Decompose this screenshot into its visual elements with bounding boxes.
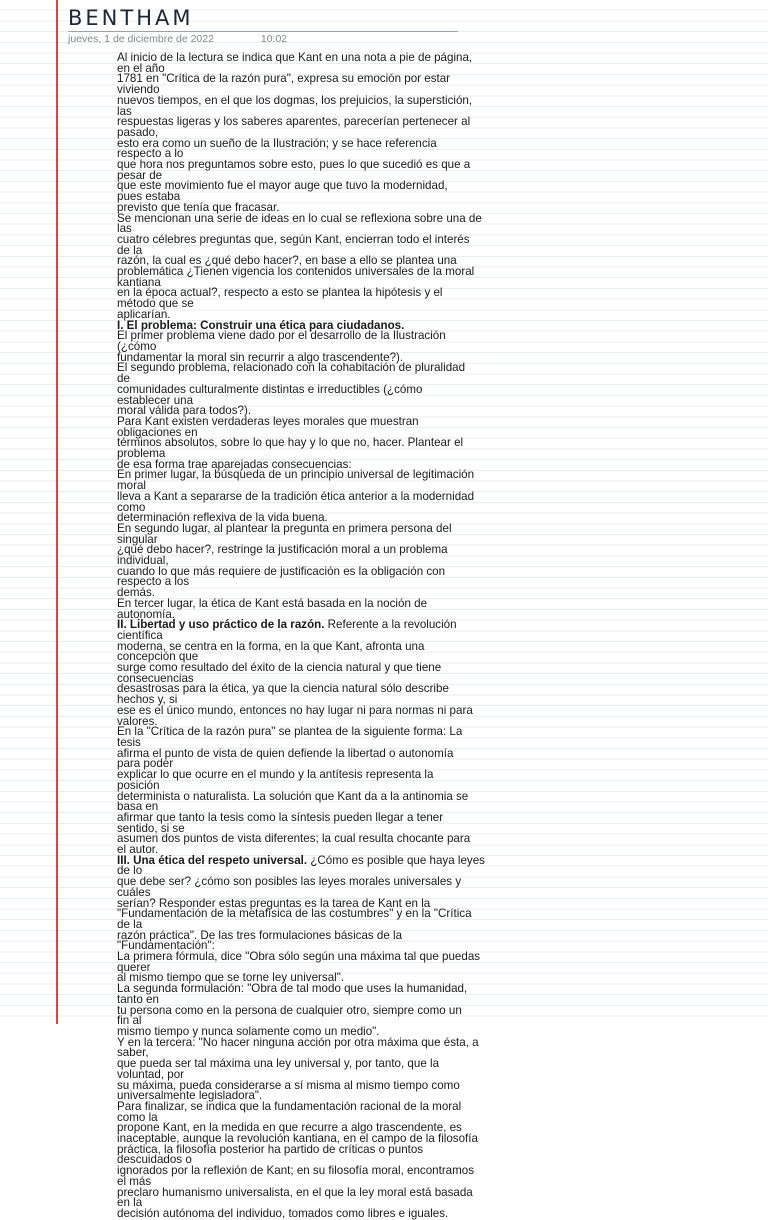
line-text: demás. bbox=[117, 586, 156, 600]
line-text: de lo bbox=[117, 864, 143, 878]
body-line bbox=[117, 703, 707, 717]
line-text: lleva a Kant a separarse de la tradición ética anterior a la modernidad bbox=[117, 489, 475, 503]
line-text: El segundo problema, relacionado con la cohabitación de pluralidad bbox=[117, 361, 466, 375]
line-text: cuando lo que más requiere de justificación es la obligación con bbox=[117, 564, 446, 578]
line-text: fin al bbox=[117, 1014, 142, 1028]
body-line bbox=[117, 382, 707, 396]
body-line bbox=[117, 232, 707, 246]
section-heading: III. Una ética del respeto universal. bbox=[117, 853, 308, 867]
line-text: de esa forma trae aparejadas consecuencias: bbox=[117, 457, 352, 471]
body-line bbox=[117, 909, 707, 920]
line-text: individual, bbox=[117, 554, 169, 568]
body-line bbox=[117, 74, 707, 85]
body-line bbox=[117, 521, 707, 535]
body-line bbox=[117, 211, 707, 225]
line-text: cuatro célebres preguntas que, según Kant, encierran todo el interés bbox=[117, 232, 470, 246]
body-line bbox=[117, 181, 707, 192]
line-text: Al inicio de la lectura se indica que Kant en una nota a pie de página, bbox=[117, 51, 473, 64]
line-text: preclaro humanismo universalista, en el que la ley moral está basada bbox=[117, 1185, 473, 1199]
body-line bbox=[117, 288, 707, 299]
line-text: el autor. bbox=[117, 843, 159, 857]
line-text: problemática ¿Tienen vigencia los contenidos universales de la moral bbox=[117, 265, 475, 279]
page-title[interactable]: BENTHAM bbox=[68, 6, 194, 30]
line-text: voluntad, por bbox=[117, 1067, 185, 1081]
section-heading: I. El problema: Construir una ética para ciudadanos. bbox=[117, 318, 405, 332]
line-text: obligaciones en bbox=[117, 425, 198, 439]
body-line bbox=[117, 789, 707, 803]
body-line bbox=[117, 363, 707, 374]
line-text: nuevos tiempos, en el que los dogmas, los prejuicios, la superstición, bbox=[117, 93, 473, 107]
line-text: determinista o naturalista. La solución que Kant da a la antinomia se bbox=[117, 789, 469, 803]
line-text: en el año bbox=[117, 61, 165, 75]
line-text: autonomía. bbox=[117, 607, 176, 621]
note-date: jueves, 1 de diciembre de 2022 bbox=[68, 33, 214, 45]
line-text: El primer problema viene dado por el desarrollo de la Ilustración bbox=[117, 329, 446, 343]
line-text: (¿cómo bbox=[117, 339, 157, 353]
body-line bbox=[117, 438, 707, 449]
line-text: inaceptable, aunque la revolución kantiana, en el campo de la filosofía bbox=[117, 1132, 478, 1146]
line-text: términos absolutos, sobre lo que hay y lo que no, hacer. Plantear el bbox=[117, 436, 464, 450]
line-text: en la época actual?, respecto a esto se plantea la hipótesis y el bbox=[117, 286, 443, 300]
body-line bbox=[117, 564, 707, 578]
body-line bbox=[117, 834, 707, 845]
line-text: en la bbox=[117, 1196, 143, 1210]
body-line bbox=[117, 727, 707, 738]
body-line bbox=[117, 53, 707, 64]
line-text: moral válida para todos?). bbox=[117, 404, 252, 418]
line-text: explicar lo que ocurre en el mundo y la antítesis representa la bbox=[117, 768, 434, 782]
line-text: tesis bbox=[117, 736, 141, 749]
line-text: de la bbox=[117, 917, 143, 931]
margin-line bbox=[56, 0, 58, 1024]
line-text: En tercer lugar, la ética de Kant está basada en la noción de bbox=[117, 596, 428, 610]
line-text: viviendo bbox=[117, 83, 160, 97]
body-line bbox=[117, 331, 707, 342]
line-text: En la "Crítica de la razón pura" se plantea de la siguiente forma: La bbox=[117, 725, 463, 739]
body-line bbox=[117, 93, 707, 107]
line-text: kantiana bbox=[117, 275, 161, 289]
line-text: descuidados o bbox=[117, 1153, 192, 1167]
section-heading: II. Libertad y uso práctico de la razón. bbox=[117, 618, 325, 632]
line-text: basa en bbox=[117, 800, 159, 814]
body-line bbox=[117, 620, 707, 631]
line-text: problema bbox=[117, 447, 166, 461]
body-line bbox=[117, 1099, 707, 1113]
line-text: universalmente legisladora". bbox=[117, 1089, 263, 1103]
line-text: determinación reflexiva de la vida buena. bbox=[117, 511, 328, 525]
line-text: Se mencionan una serie de ideas en lo cual se reflexiona sobre una de bbox=[117, 211, 482, 225]
line-text: pues estaba bbox=[117, 190, 181, 204]
line-text: En segundo lugar, al plantear la pregunta en primera persona del bbox=[117, 521, 452, 535]
body-line bbox=[117, 596, 707, 610]
body-line bbox=[117, 663, 707, 674]
line-text: concepción que bbox=[117, 650, 199, 664]
note-body[interactable] bbox=[117, 53, 707, 1220]
line-text: el más bbox=[117, 1174, 152, 1188]
title-divider bbox=[68, 31, 458, 32]
line-text: para poder bbox=[117, 757, 174, 771]
body-line bbox=[117, 1166, 707, 1177]
body-line bbox=[117, 877, 707, 888]
note-metadata bbox=[68, 33, 458, 45]
line-text: respuestas ligeras y los saberes aparentes, parecerían pertenecer al bbox=[117, 115, 471, 129]
line-text: serían? Responder estas preguntas es la tarea de Kant en la bbox=[117, 896, 431, 910]
line-text: de la bbox=[117, 243, 143, 257]
line-text: respecto a lo bbox=[117, 147, 184, 161]
line-text: pesar de bbox=[117, 168, 163, 182]
body-line bbox=[117, 160, 707, 171]
body-line bbox=[117, 639, 707, 653]
body-line bbox=[117, 117, 707, 128]
line-text: tanto en bbox=[117, 992, 159, 1006]
line-text: hechos y, si bbox=[117, 693, 178, 707]
body-line bbox=[117, 853, 707, 867]
body-line bbox=[117, 684, 707, 695]
line-text: cuáles bbox=[117, 885, 151, 899]
body-line bbox=[117, 746, 707, 760]
line-text: surge como resultado del éxito de la ciencia natural y que tiene bbox=[117, 661, 442, 675]
line-text: que hora nos preguntamos sobre esto, pues lo que sucedió es que a bbox=[117, 158, 471, 172]
body-line bbox=[117, 952, 707, 963]
line-text: valores. bbox=[117, 714, 158, 728]
line-text: las bbox=[117, 104, 132, 118]
line-text: singular bbox=[117, 532, 158, 546]
line-text: sentido, si se bbox=[117, 821, 185, 835]
line-text: método que se bbox=[117, 297, 194, 311]
body-line bbox=[117, 1206, 707, 1220]
line-text: su máxima, pueda considerarse a sí misma al mismo tiempo como bbox=[117, 1078, 460, 1092]
line-text: fundamentar la moral sin recurrir a algo trascendente?). bbox=[117, 350, 404, 364]
line-text: En primer lugar, la búsqueda de un principio universal de legitimación bbox=[117, 468, 475, 482]
line-text: como la bbox=[117, 1110, 158, 1124]
body-line bbox=[117, 545, 707, 556]
body-line bbox=[117, 577, 707, 588]
line-text: al mismo tiempo que se torne ley universal". bbox=[117, 971, 345, 985]
line-text: como bbox=[117, 500, 146, 514]
line-text: afirma el punto de vista de quien defiende la libertad o autonomía bbox=[117, 746, 454, 760]
body-line bbox=[117, 267, 707, 278]
line-text: 1781 en "Crítica de la razón pura", expresa su emoción por estar bbox=[117, 72, 451, 86]
line-text: afirmar que tanto la tesis como la síntesis pueden llegar a tener bbox=[117, 810, 444, 824]
line-text: querer bbox=[117, 960, 151, 974]
line-text: Y en la tercera: "No hacer ninguna acción por otra máxima que ésta, a bbox=[117, 1035, 479, 1049]
line-text: ese es el único mundo, entonces no hay lugar ni para normas ni para bbox=[117, 703, 473, 717]
line-text: que pueda ser tal máxima una ley universal y, por tanto, que la bbox=[117, 1057, 440, 1071]
line-text: consecuencias bbox=[117, 671, 194, 685]
body-line bbox=[117, 1059, 707, 1070]
line-text: mismo tiempo y nunca solamente como un medio". bbox=[117, 1024, 380, 1038]
line-text: que debe ser? ¿cómo son posibles las leyes morales universales y bbox=[117, 875, 462, 889]
line-text: esto era como un sueño de la Ilustración; y se hace referencia bbox=[117, 136, 437, 150]
line-text: propone Kant, en la medida en que recurre a algo trascendente, es bbox=[117, 1121, 462, 1135]
line-text: "Fundamentación": bbox=[117, 939, 215, 953]
line-text: decisión autónoma del individuo, tomados como libres e iguales. bbox=[117, 1206, 449, 1220]
line-text: práctica, la filosofía posterior ha partido de críticas o puntos bbox=[117, 1142, 424, 1156]
line-text: Referente a la revolución bbox=[324, 618, 457, 632]
body-line bbox=[117, 810, 707, 824]
line-text: razón práctica". De las tres formulaciones básicas de la bbox=[117, 928, 403, 942]
line-text: "Fundamentación de la metafísica de las costumbres" y en la "Crítica bbox=[117, 907, 472, 921]
line-text: comunidades culturalmente distintas e irreductibles (¿cómo bbox=[117, 382, 423, 396]
line-text: moral bbox=[117, 479, 146, 493]
line-text: ¿Cómo es posible que haya leyes bbox=[307, 853, 485, 867]
line-text: establecer una bbox=[117, 393, 194, 407]
line-text: científica bbox=[117, 628, 163, 642]
body-line bbox=[117, 299, 707, 310]
line-text: las bbox=[117, 222, 132, 236]
line-text: ignorados por la reflexión de Kant; en su filosofía moral, encontramos bbox=[117, 1164, 475, 1178]
note-header bbox=[68, 6, 458, 45]
line-text: posición bbox=[117, 778, 160, 792]
body-line bbox=[117, 770, 707, 781]
line-text: Para finalizar, se indica que la fundamentación racional de la moral bbox=[117, 1099, 462, 1113]
line-text: que este movimiento fue el mayor auge que tuvo la modernidad, bbox=[117, 179, 448, 193]
body-line bbox=[117, 470, 707, 481]
line-text: Para Kant existen verdaderas leyes morales que muestran bbox=[117, 414, 419, 428]
body-line bbox=[117, 414, 707, 428]
line-text: aplicarían. bbox=[117, 307, 171, 321]
note-time: 10:02 bbox=[260, 33, 288, 45]
line-text: razón, la cual es ¿qué debo hacer?, en base a ello se plantea una bbox=[117, 254, 457, 268]
body-line bbox=[117, 1185, 707, 1199]
line-text: pasado, bbox=[117, 125, 159, 139]
body-line bbox=[117, 136, 707, 150]
line-text: tu persona como en la persona de cualquier otro, siempre como un bbox=[117, 1003, 462, 1017]
line-text: de bbox=[117, 372, 130, 386]
line-text: La segunda formulación: "Obra de tal modo que uses la humanidad, bbox=[117, 982, 468, 996]
line-text: desastrosas para la ética, ya que la ciencia natural sólo describe bbox=[117, 682, 449, 696]
body-line bbox=[117, 984, 707, 995]
line-text: previsto que tenía que fracasar. bbox=[117, 200, 280, 214]
line-text: saber, bbox=[117, 1046, 149, 1060]
line-text: La primera fórmula, dice "Obra sólo según una máxima tal que puedas bbox=[117, 950, 481, 964]
body-line bbox=[117, 1003, 707, 1017]
line-text: ¿qué debo hacer?, restringe la justificación moral a un problema bbox=[117, 543, 448, 557]
line-text: respecto a los bbox=[117, 575, 190, 589]
line-text: asumen dos puntos de vista diferentes; la cual resulta chocante para bbox=[117, 832, 471, 846]
body-line bbox=[117, 1035, 707, 1049]
body-line bbox=[117, 1142, 707, 1156]
line-text: moderna, se centra en la forma, en la que Kant, afronta una bbox=[117, 639, 425, 653]
body-line bbox=[117, 489, 707, 503]
